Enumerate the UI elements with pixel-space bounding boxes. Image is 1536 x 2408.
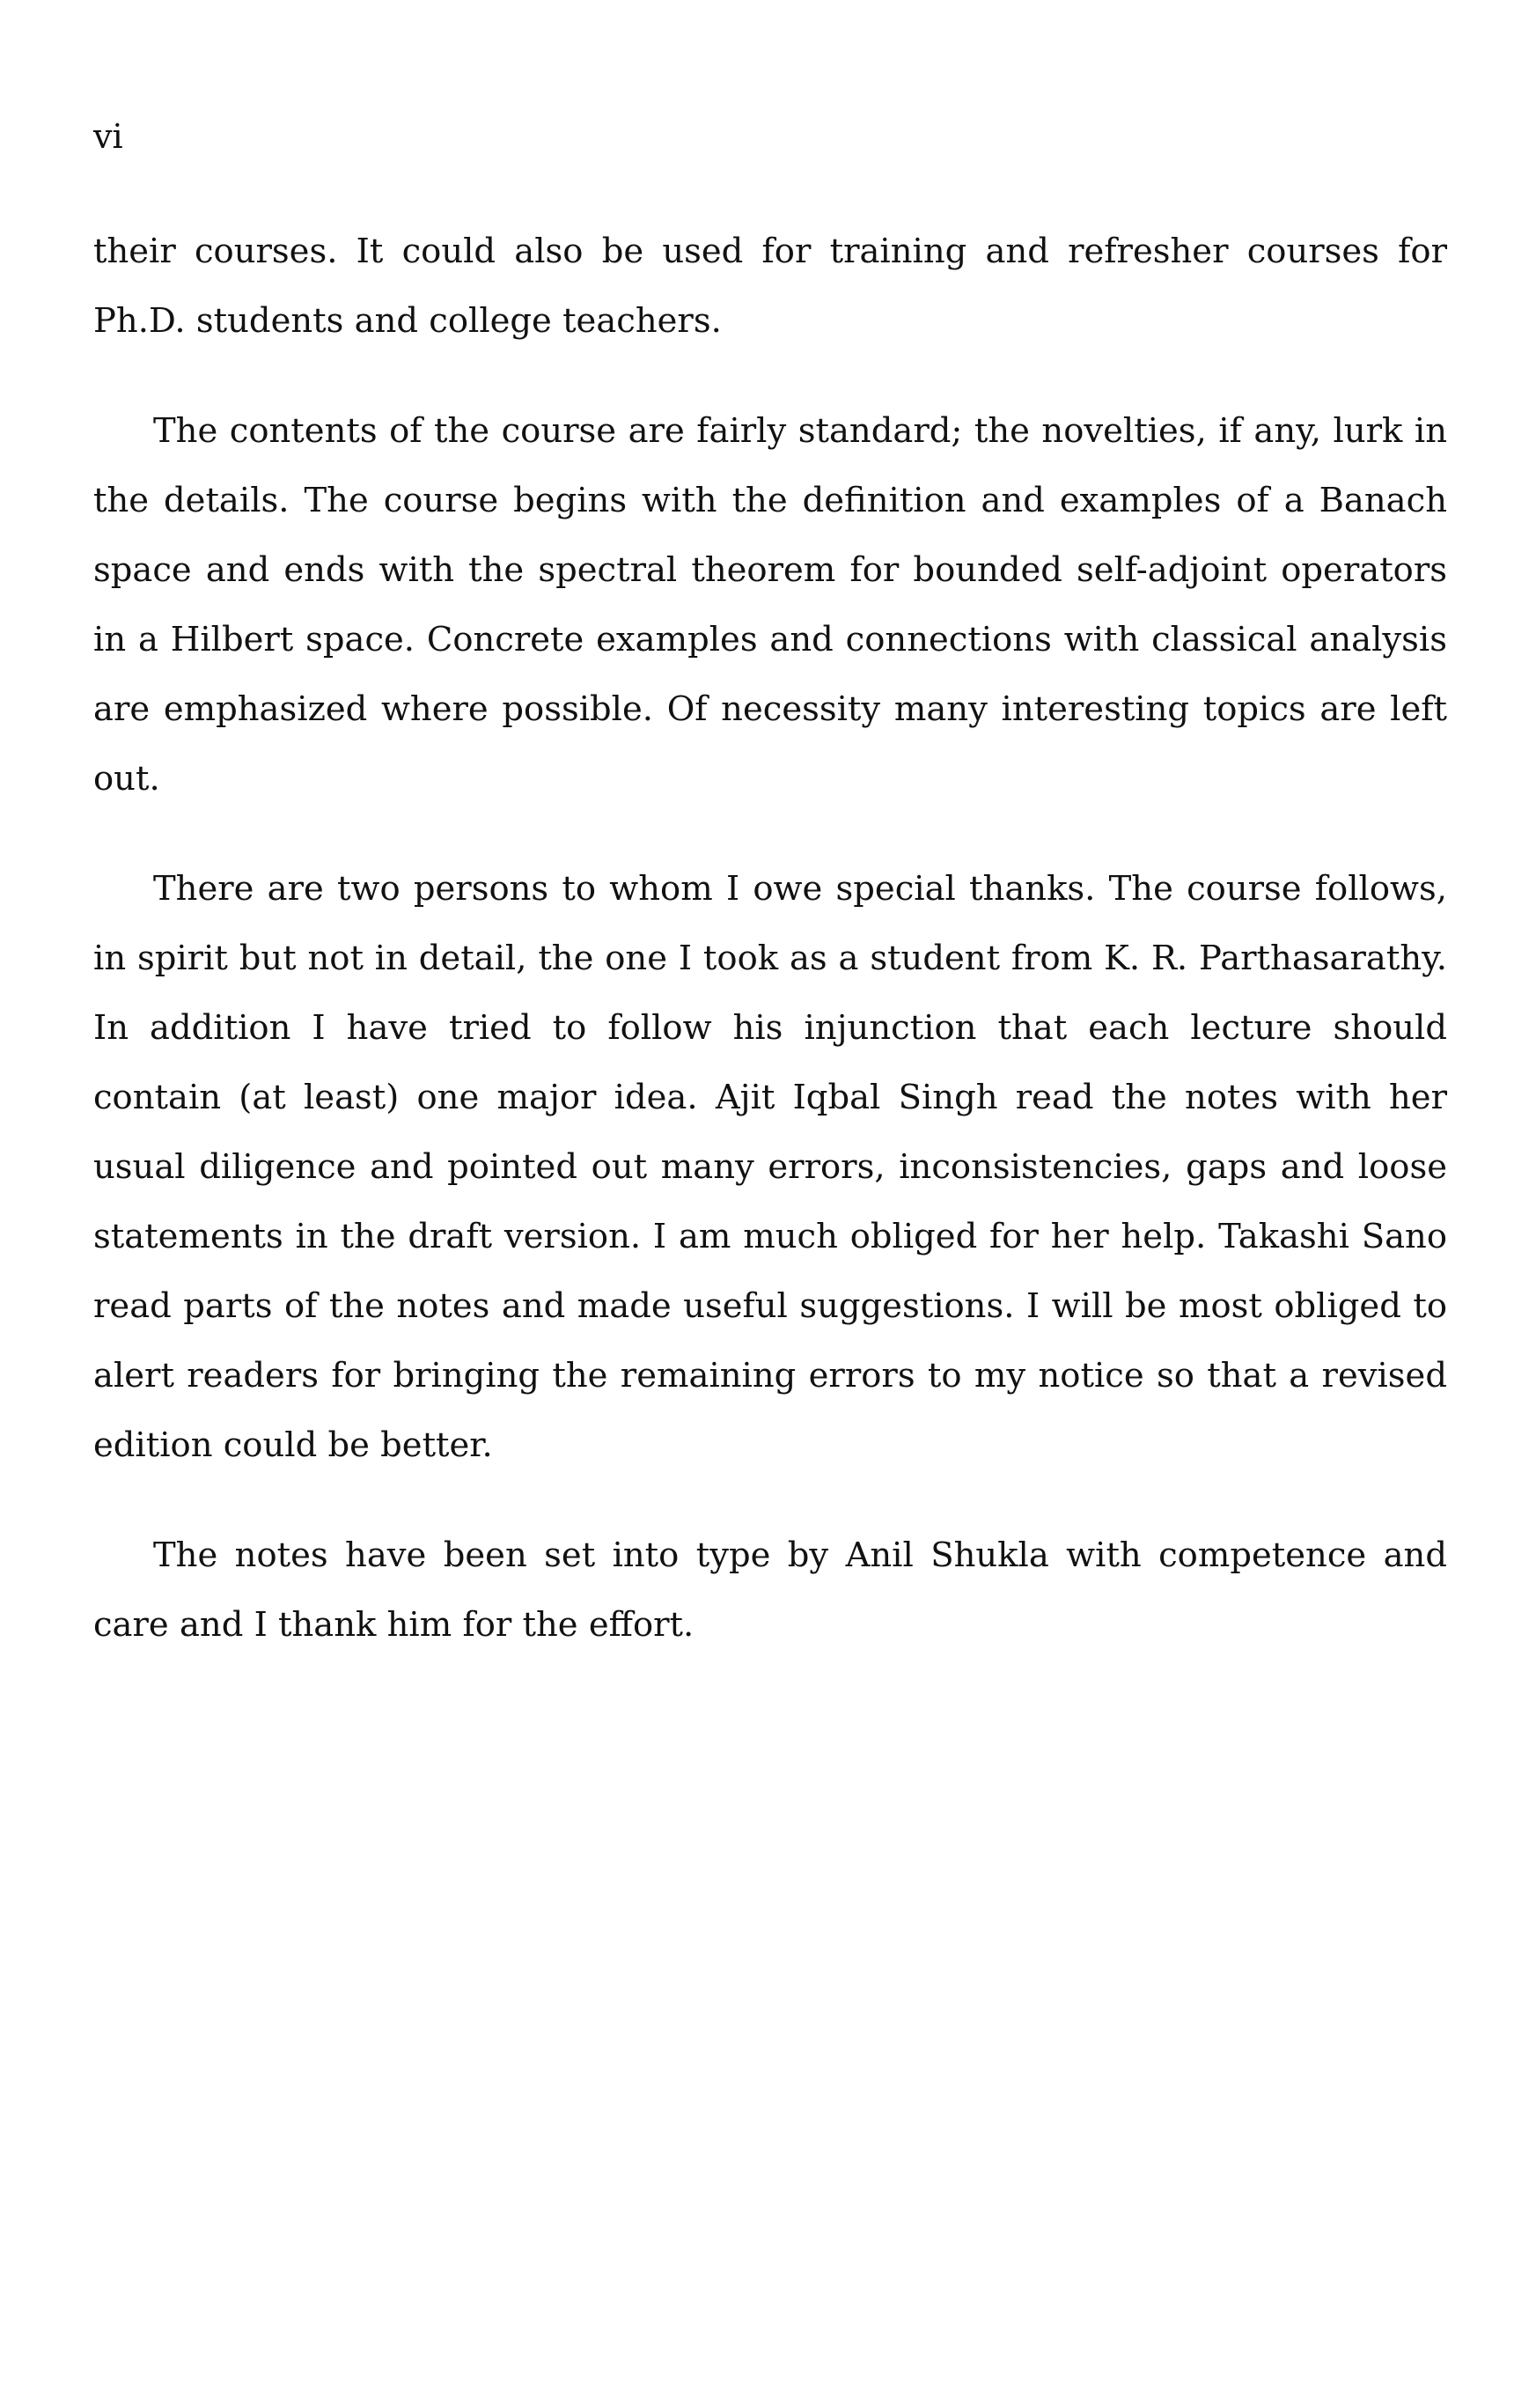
paragraph-3: There are two persons to whom I owe special thanks. The course follows, in spirit but not in detail, the one I took as a student from K. R. Parthasarathy. In addition I have tried to follow his injunction that each lecture should contain (at least) one major idea. Ajit Iqbal Singh read the notes with her usual diligence and pointed out many errors, inconsistencies, gaps and loose statements in the draft version. I am much obliged for her help. Takashi Sano read parts of the notes and made useful suggestions. I will be most obliged to alert readers for bringing the remaining errors to my notice so that a revised edition could be better. [93,869,1447,1465]
paragraph-4: The notes have been set into type by Anil Shukla with competence and care and I thank him for the effort. [93,1535,1447,1645]
page-number: vi [93,117,123,156]
body-text [93,217,1447,1700]
paragraph-1: their courses. It could also be used for training and refresher courses for Ph.D. students and college teachers. [93,232,1447,341]
paragraph-2: The contents of the course are fairly standard; the novelties, if any, lurk in the details. The course begins with the definition and examples of a Banach space and ends with the spectral theorem for bounded self-adjoint operators in a Hilbert space. Concrete examples and connections with classical analysis are emphasized where possible. Of necessity many interesting topics are left out. [93,411,1447,799]
